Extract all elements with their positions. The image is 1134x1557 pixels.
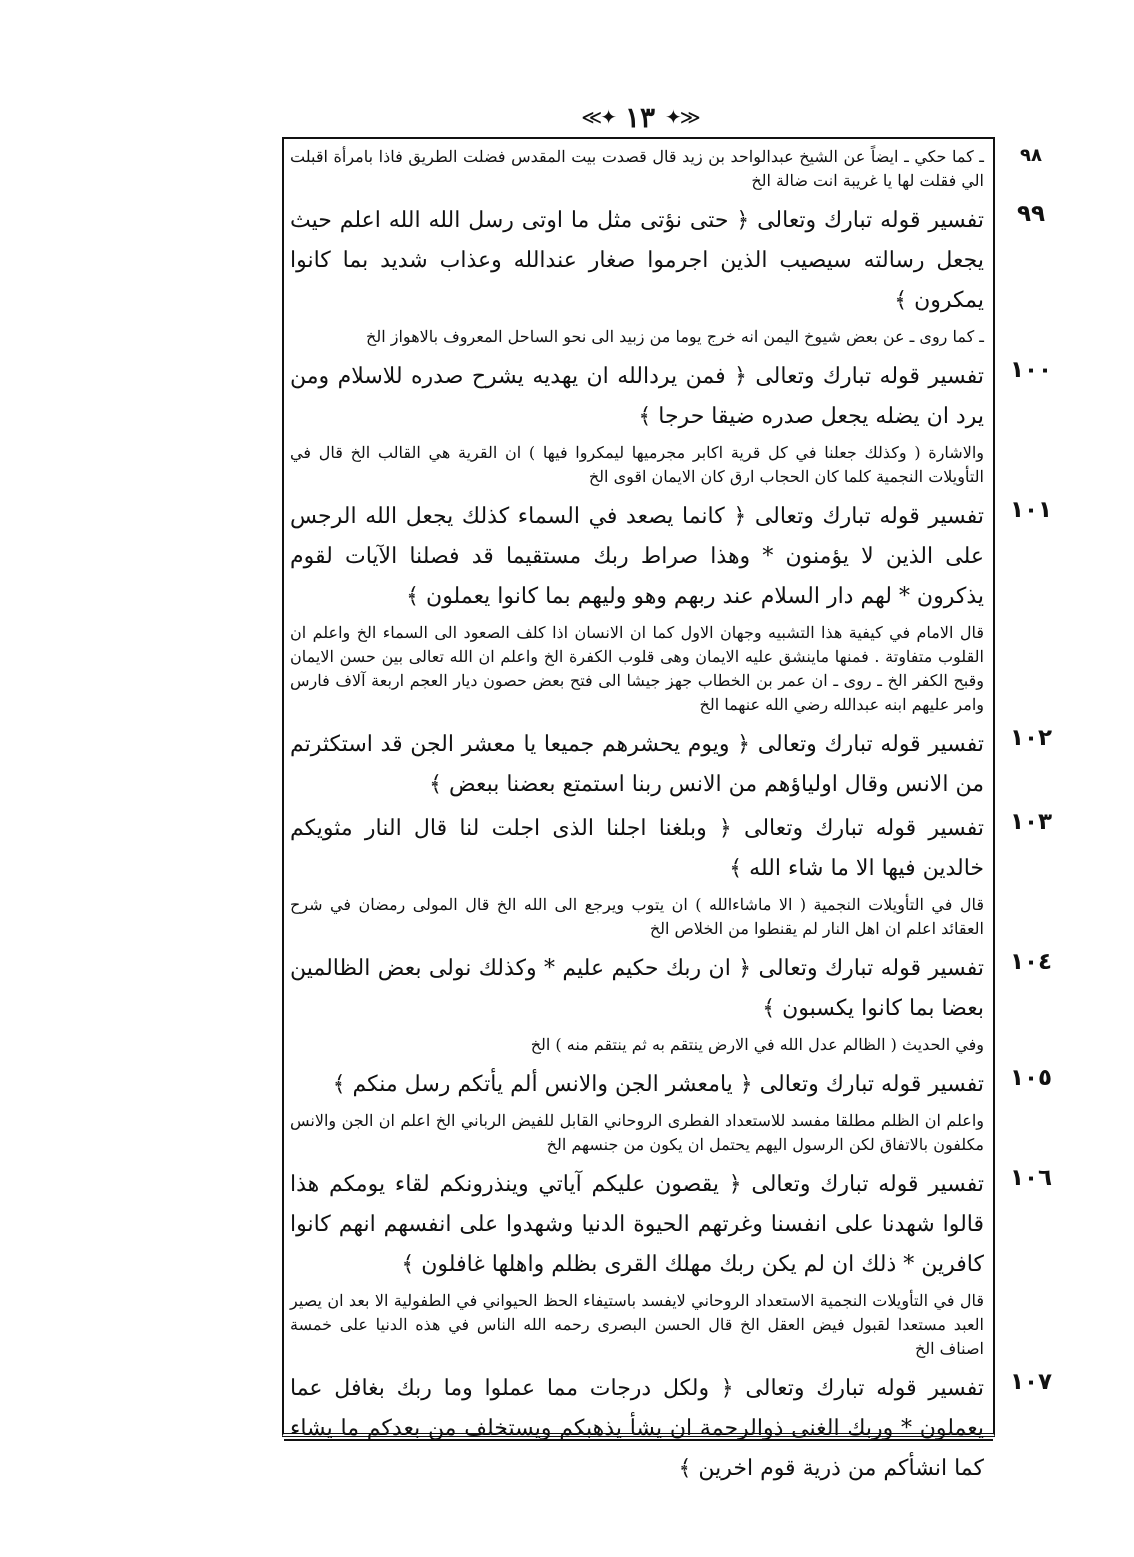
verse-number: ١٠٠ [1009,357,1053,383]
commentary: ـ كما روى ـ عن بعض شيوخ اليمن انه خرج يوما من زبيد الى نحو الساحل المعروف بالاهواز الخ [366,327,984,346]
verse-text: تفسير قوله تبارك وتعالى ﴿ يقصون عليكم آياتي وينذرونكم لقاء يومكم هذا قالوا شهدنا على انفسنا وغرتهم الحيوة الدنيا وشهدوا على انفسهم انهم كانوا كافرين * ذلك ان لم يكن ربك مهلك القرى بظلم واهلها غافلون ﴾ [290,1172,984,1277]
entry-99 [290,201,1046,349]
ornament-left-icon: ≪✦ [581,105,615,129]
commentary: وفي الحديث ( الظالم عدل الله في الارض ينتقم به ثم ينتقم منه ) الخ [530,1035,984,1054]
entry-98 [290,145,1042,193]
verse-number: ٩٨ [1020,145,1042,166]
verse-text: تفسير قوله تبارك وتعالى ﴿ حتى نؤتى مثل ما اوتى رسل الله الله اعلم حيث يجعل رسالته سيصيب الذين اجرموا صغار عندالله وعذاب شديد بما كانوا يمكرون ﴾ [290,208,984,313]
verse-text: تفسير قوله تبارك وتعالى ﴿ كانما يصعد في السماء كذلك يجعل الله الرجس على الذين لا يؤمنون * وهذا صراط ربك مستقيما قد فصلنا الآيات لقوم يذكرون * لهم دار السلام عند ربهم وهو وليهم بما كانوا يعملون ﴾ [290,504,984,609]
verse-text: تفسير قوله تبارك وتعالى ﴿ ان ربك حكيم عليم * وكذلك نولى بعض الظالمين بعضا بما كانوا يكسبون ﴾ [290,956,984,1021]
verse-number: ١٠٢ [1009,725,1053,751]
ornament-right-icon: ✦≫ [665,105,699,129]
commentary: قال الامام في كيفية هذا التشبيه وجهان الاول كما ان الانسان اذا كلف الصعود الى السماء الخ واعلم ان القلوب متفاوتة . فمنها ماينشق عليه الايمان وهى قلوب الكفرة الخ واعلم ان الله تعالى بين حسن الايمان وقبح الكفر الخ ـ روى ـ ان عمر بن الخطاب جهز جيشا الى فتح بعض حصون ديار العجم اربعة آلاف فارس وامر عليهم ابنه عبدالله رضي الله عنهما الخ [290,623,984,714]
verse-number: ١٠٥ [1009,1065,1053,1091]
entry-103 [290,809,1053,941]
entry-102 [290,725,1053,805]
page-header [270,100,1010,134]
page-number: ١٣ [624,100,656,134]
verse-number: ١٠٧ [1009,1369,1053,1395]
entry-105 [290,1065,1053,1157]
entry-104 [290,949,1053,1057]
entry-107 [290,1369,1053,1489]
verse-text: تفسير قوله تبارك وتعالى ﴿ ويوم يحشرهم جميعا يا معشر الجن قد استكثرتم من الانس وقال اولياؤهم من الانس ربنا استمتع بعضنا ببعض ﴾ [290,732,984,797]
commentary: قال في التأويلات النجمية ( الا ماشاءالله ) ان يتوب ويرجع الى الله الخ قال المولى رمضان في شرح العقائد اعلم ان اهل النار لم يقنطوا من الخلاص الخ [290,895,984,938]
entry-101 [290,497,1053,717]
entry-106 [290,1165,1053,1361]
commentary: والاشارة ( وكذلك جعلنا في كل قرية اكابر مجرميها ليمكروا فيها ) ان القرية هي القالب الخ قال في التأويلات النجمية كلما كان الحجاب ارق كان الايمان اقوى الخ [290,443,984,486]
verse-text: تفسير قوله تبارك وتعالى ﴿ ولكل درجات مما عملوا وما ربك بغافل عما يعملون * وربك الغنى ذوالرحمة ان يشأ يذهبكم ويستخلف من بعدكم ما يشاء كما انشأكم من ذرية قوم اخرين ﴾ [290,1376,984,1481]
commentary: قال في التأويلات النجمية الاستعداد الروحاني لايفسد باستيفاء الحظ الحيواني في الطفولية الا بعد ان يصير العبد مستعدا لقبول فيض العقل الخ قال الحسن البصرى رحمه الله الناس في هذه الدنيا على خمسة اصناف الخ [290,1291,984,1358]
verse-text: تفسير قوله تبارك وتعالى ﴿ وبلغنا اجلنا الذى اجلت لنا قال النار مثويكم خالدين فيها الا ما شاء الله ﴾ [290,816,984,881]
entry-100 [290,357,1053,489]
verse-text: تفسير قوله تبارك وتعالى ﴿ يامعشر الجن والانس ألم يأتكم رسل منكم ﴾ [332,1072,984,1097]
page-body [290,143,1053,1493]
commentary: ـ كما حكي ـ ايضاً عن الشيخ عبدالواحد بن زيد قال قصدت بيت المقدس فضلت الطريق فاذا بامرأة اقبلت الي فقلت لها يا غريبة انت ضالة الخ [290,147,984,190]
verse-number: ١٠٤ [1009,949,1053,975]
verse-number: ١٠١ [1009,497,1053,523]
verse-number: ٩٩ [1016,201,1046,227]
verse-text: تفسير قوله تبارك وتعالى ﴿ فمن يردالله ان يهديه يشرح صدره للاسلام ومن يرد ان يضله يجعل صدره ضيقا حرجا ﴾ [290,364,984,429]
verse-number: ١٠٦ [1009,1165,1053,1191]
commentary: واعلم ان الظلم مطلقا مفسد للاستعداد الفطرى الروحاني القابل للفيض الرباني الخ اعلم ان الجن والانس مكلفون بالاتفاق لكن الرسول اليهم يحتمل ان يكون من جنسهم الخ [290,1111,984,1154]
verse-number: ١٠٣ [1009,809,1053,835]
